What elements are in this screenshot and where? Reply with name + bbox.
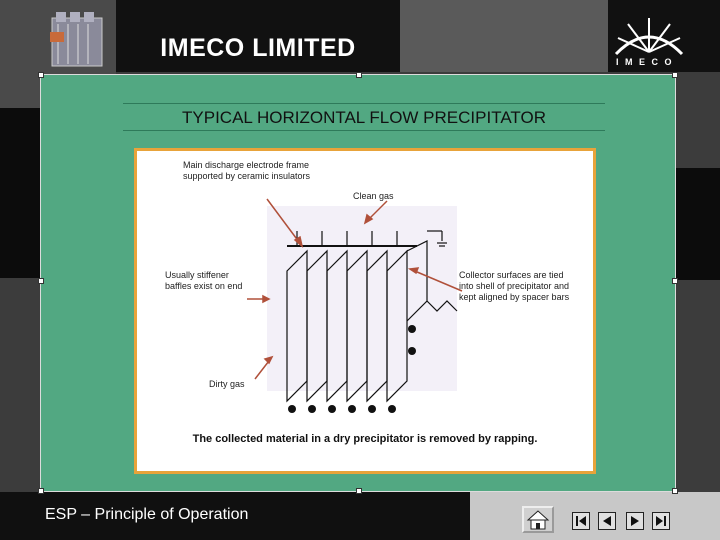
resize-handle[interactable]	[356, 72, 362, 78]
resize-handle[interactable]	[672, 278, 678, 284]
previous-slide-icon	[599, 513, 615, 529]
company-title: IMECO LIMITED	[160, 34, 356, 62]
home-icon	[524, 508, 552, 531]
dirty-gas-label: Dirty gas	[209, 379, 245, 389]
collector-label: Collector surfaces are tied into shell of precipitator and kept aligned by spacer bars	[459, 270, 570, 302]
resize-handle[interactable]	[672, 72, 678, 78]
company-logo	[608, 0, 720, 72]
slide-footer-title: ESP – Principle of Operation	[45, 506, 249, 523]
resize-handle[interactable]	[38, 488, 44, 494]
header-right-band	[400, 0, 608, 72]
logo-text: I M E C O	[616, 57, 674, 67]
resize-handle[interactable]	[672, 488, 678, 494]
main-discharge-label: Main discharge electrode frame supported by ceramic insulators	[183, 160, 311, 181]
left-dark-block	[0, 108, 42, 278]
slide-content-panel[interactable]	[40, 74, 676, 492]
first-slide-button[interactable]	[572, 512, 590, 530]
clean-gas-label: Clean gas	[353, 191, 394, 201]
right-dark-block	[676, 168, 720, 280]
home-button[interactable]	[522, 506, 554, 533]
slide-heading: TYPICAL HORIZONTAL FLOW PRECIPITATOR	[123, 103, 605, 131]
diagram-caption: The collected material in a dry precipitator is removed by rapping.	[192, 433, 538, 445]
last-slide-icon	[653, 513, 669, 529]
next-slide-button[interactable]	[626, 512, 644, 530]
resize-handle[interactable]	[38, 278, 44, 284]
resize-handle[interactable]	[356, 488, 362, 494]
stiffener-label: Usually stiffener baffles exist on end	[165, 270, 243, 291]
last-slide-button[interactable]	[652, 512, 670, 530]
footer-nav-band	[470, 492, 720, 540]
resize-handle[interactable]	[38, 72, 44, 78]
previous-slide-button[interactable]	[598, 512, 616, 530]
precipitator-diagram	[134, 148, 596, 474]
next-slide-icon	[627, 513, 643, 529]
precipitator-thumbnail-icon	[48, 6, 108, 72]
first-slide-icon	[573, 513, 589, 529]
